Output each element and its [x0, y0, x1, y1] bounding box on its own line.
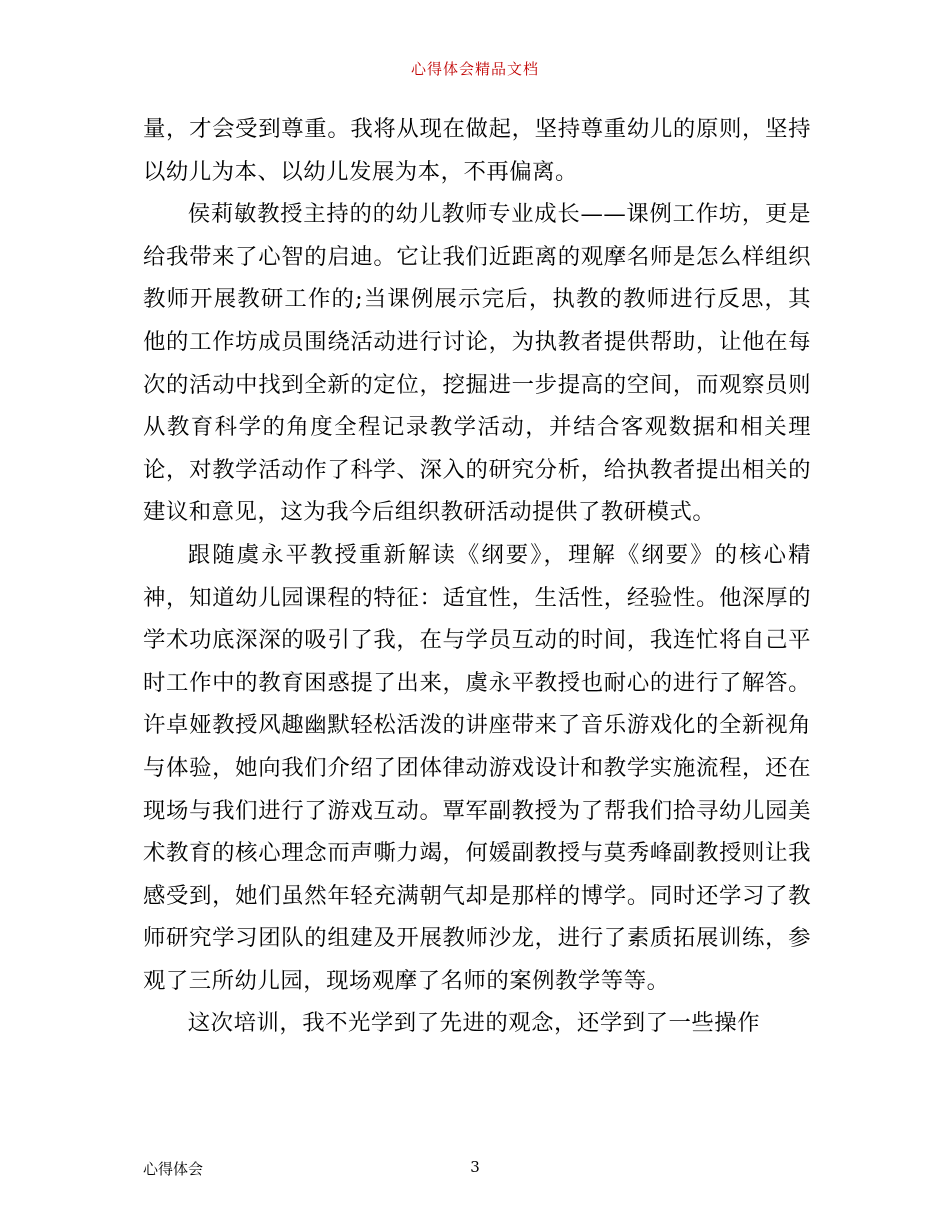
paragraph-continuation: 量，才会受到尊重。我将从现在做起，坚持尊重幼儿的原则，坚持以幼儿为本、以幼儿发展为本，不再偏离。 [143, 116, 811, 185]
paragraph-workshop: 侯莉敏教授主持的的幼儿教师专业成长——课例工作坊，更是给我带来了心智的启迪。它让我们近距离的观摩名师是怎么样组织教师开展教研工作的;当课例展示完后，执教的教师进行反思，其他的工作坊成员围绕活动进行讨论，为执教者提供帮助，让他在每次的活动中找到全新的定位，挖掘进一步提高的空间，而观察员则从教育科学的角度全程记录教学活动，并结合客观数据和相关理论，对教学活动作了科学、深入的研究分析，给执教者提出相关的建议和意见，这为我今后组织教研活动提供了教研模式。 [143, 201, 811, 526]
document-body [143, 108, 811, 1045]
paragraph-lectures: 跟随虞永平教授重新解读《纲要》，理解《纲要》的核心精神，知道幼儿园课程的特征：适宜性，生活性，经验性。他深厚的学术功底深深的吸引了我，在与学员互动的时间，我连忙将自己平时工作中的教育困惑提了出来，虞永平教授也耐心的进行了解答。许卓娅教授风趣幽默轻松活泼的讲座带来了音乐游戏化的全新视角与体验，她向我们介绍了团体律动游戏设计和教学实施流程，还在现场与我们进行了游戏互动。覃军副教授为了帮我们拾寻幼儿园美术教育的核心理念而声嘶力竭，何媛副教授与莫秀峰副教授则让我感受到，她们虽然年轻充满朝气却是那样的博学。同时还学习了教师研究学习团队的组建及开展教师沙龙，进行了素质拓展训练，参观了三所幼儿园，现场观摩了名师的案例教学等等。 [143, 541, 811, 994]
footer-label: 心得体会 [143, 1160, 204, 1178]
page-header-title: 心得体会精品文档 [410, 60, 539, 78]
paragraph-training: 这次培训，我不光学到了先进的观念，还学到了一些操作 [187, 1010, 761, 1037]
page-number: 3 [470, 1158, 480, 1176]
